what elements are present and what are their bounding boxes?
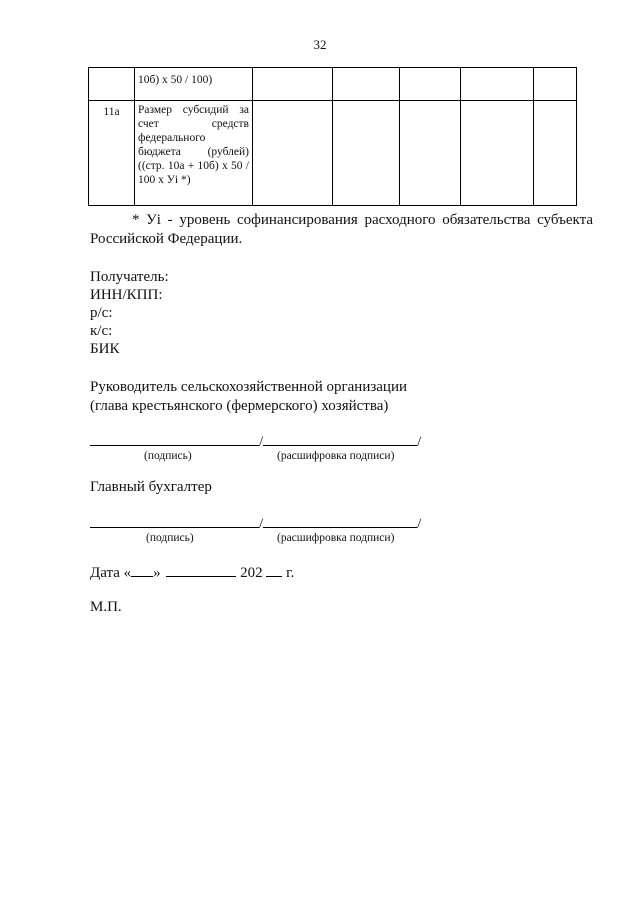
row-description-cell: 10б) х 50 / 100) xyxy=(135,68,253,101)
date-suffix: г. xyxy=(286,565,295,581)
year-blank xyxy=(266,563,282,577)
signature-blank xyxy=(90,513,259,528)
value-cell xyxy=(253,68,333,101)
value-cell xyxy=(534,101,577,206)
table-row xyxy=(89,68,577,101)
page-number: 32 xyxy=(313,37,327,52)
date-year: 202 xyxy=(240,565,263,581)
row-number-cell xyxy=(89,68,135,101)
recipient-block xyxy=(90,268,169,358)
head-title-line2: (глава крестьянского (фермерского) хозяйства) xyxy=(90,398,389,414)
recipient-label: Получатель: xyxy=(90,269,169,285)
seal-label: М.П. xyxy=(90,599,122,615)
signature-end: / xyxy=(417,434,422,450)
bik-label: БИК xyxy=(90,341,120,357)
chief-accountant-label: Главный бухгалтер xyxy=(90,479,212,495)
head-title xyxy=(90,378,407,416)
row-description-cell: Размер субсидий за счет средств федерального бюджета (рублей) ((стр. 10а + 10б) х 50 / 100 х Уi *) xyxy=(135,101,253,206)
account-label: р/с: xyxy=(90,305,113,321)
date-line xyxy=(90,563,294,583)
signature-decode-caption: (расшифровка подписи) xyxy=(277,450,395,462)
signature-decode-caption: (расшифровка подписи) xyxy=(277,532,395,544)
signature-decode-blank xyxy=(263,513,417,528)
head-signature-line xyxy=(90,431,421,451)
value-cell xyxy=(333,68,400,101)
value-cell xyxy=(461,68,534,101)
footnote: * Уi - уровень софинансирования расходного обязательства субъекта Российской Федерации. xyxy=(90,212,593,247)
signature-caption: (подпись) xyxy=(146,532,194,544)
head-title-line1: Руководитель сельскохозяйственной организации xyxy=(90,379,408,395)
accountant-signature-line xyxy=(90,513,421,533)
day-blank xyxy=(131,563,153,577)
date-close-quote: » xyxy=(153,565,161,581)
signature-blank xyxy=(90,431,259,446)
signature-caption: (подпись) xyxy=(144,450,192,462)
corr-account-label: к/с: xyxy=(90,323,113,339)
signature-decode-blank xyxy=(263,431,417,446)
month-blank xyxy=(166,563,236,577)
value-cell xyxy=(534,68,577,101)
value-cell xyxy=(400,101,461,206)
value-cell xyxy=(333,101,400,206)
date-label: Дата « xyxy=(90,565,132,581)
signature-separator: / xyxy=(259,516,264,532)
signature-separator: / xyxy=(259,434,264,450)
signature-end: / xyxy=(417,516,422,532)
inn-kpp-label: ИНН/КПП: xyxy=(90,287,163,303)
value-cell xyxy=(253,101,333,206)
table-row xyxy=(89,101,577,206)
value-cell xyxy=(400,68,461,101)
subsidy-table xyxy=(88,67,577,206)
row-number-cell: 11а xyxy=(89,101,135,206)
value-cell xyxy=(461,101,534,206)
